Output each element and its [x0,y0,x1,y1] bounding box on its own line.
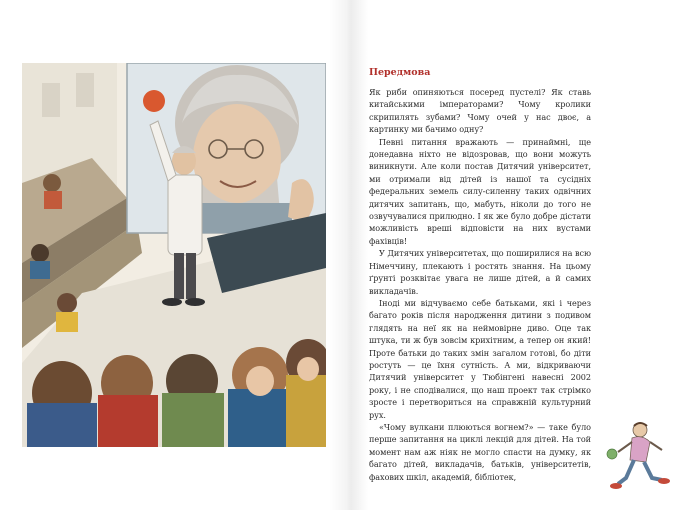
paragraph-1: Як риби опиняються посеред пустелі? Як ставь китайськими імператорами? Чому кролики скрипилять зубами? Чому очей у нас двоє, а картинку ми бачимо одну? [369,87,591,135]
paragraph-3: У Дитячих університетах, що поширилися на всю Німеччину, плекають і ростять знання. На цьому ґрунті розквітає увага не лише дітей, а й самих викладачів. [369,248,591,296]
lecture-illustration [22,63,326,447]
paragraph-2: Певні питання вражають — принаймні, ще донедавна ніхто не відозровав, що вони можуть виникнути. Але коли постав Дитячий університет, ми отримали від дітей із нашої та сусідніх федеральних земель силу-силенну таких одвічних дитячих запитань, що, мабуть, ніколи до того не озвучувалися прилюдно. І як же було добре дістати можливість вреші відповісти на них вустами фахівців! [369,136,591,246]
page-title: Передмова [369,67,431,78]
book-gutter [330,0,368,510]
running-child-illustration [604,420,670,496]
foreword-text-page [369,66,591,483]
paragraph-4: Іноді ми відчуваємо себе батьками, які і через багато років після народження дитини з подивом глядять на неї як на неймовірне диво. Оце так штука, ти ж був зовсім крихітним, а тепер он який! Проте батьки до таких змін загалом готові, бо діти ростуть — це їхня сутність. А ми, відкриваючи Дитячий університет у Тюбінгені навесні 2002 року, і не сподівалися, що наш проект так стрімко зросте і перетвориться на справжній культурний рух. [369,297,591,420]
paragraph-5: «Чому вулкани плюються вогнем?» — таке було перше запитання на циклі лекцій для дітей. На той момент нам аж ніяк не могло спасти на думку, як багато дітей, викладачів, батьків, університетів, фахових шкіл, академій, бібліотек, [369,421,591,482]
